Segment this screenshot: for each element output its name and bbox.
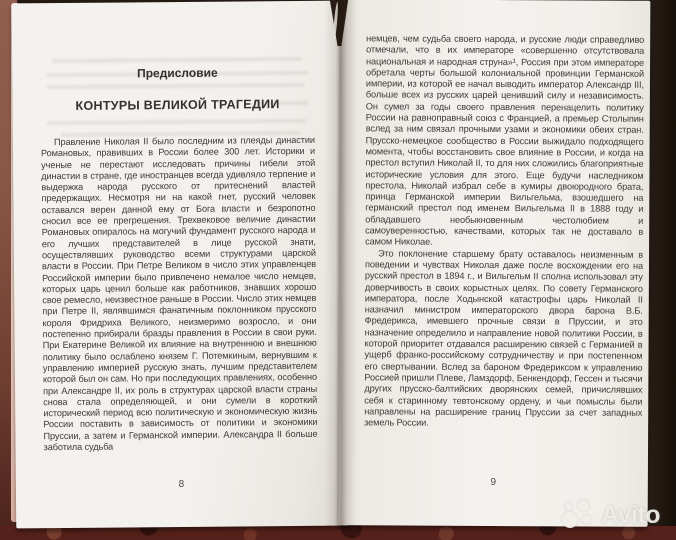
paragraph: Правление Николая II было последним из плеяды династии Романовых, правивших в России более 300 лет. Историки и ученые не перестают исследовать причины гибели этой династии в стране, где иностранцев всегда удивляло терпение и выдержка народа русского от притеснений властей предержащих. Несмотря ни на какой гнет, русский человек оставался верен данной ему от Бога власти и безропотно сносил все ее прегрешения. Трехвековое величие династии Романовых опиралось на могучий фундамент русского народа и его лучших представителей в лице русской знати, осуществлявших руководство всеми структурами царской власти в России. При Петре Великом в число этих управленцев Российской империи было привлечено немалое число немцев, которых царь ценил больше как работников, знавших хорошо свое ремесло, неизвестное раньше в России. Число этих немцев при Петре II, являвшимся фанатичным поклонником прусского короля Фридриха Великого, неизмеримо возросло, и они постепенно прибирали бразды правления в России в свои руки. При Екатерине Великой их влияние на внутреннюю и внешнюю политику было ослаблено князем Г. Потемкиным, вернувшим к управлению империей русскую знать, лучшим представителем которой был он сам. Но при последующих правлениях, особенно при Александре II, их роль в структурах царской власти страны снова стала определяющей, и они сумели в короткий исторический период всю политическую и экономическую жизнь России поставить в зависимость от политики и экономики Пруссии, а затем и Германской империи. Александра II больше заботила судьба bbox=[40, 134, 318, 453]
avito-watermark-label: Avito bbox=[601, 500, 661, 529]
paragraph: немцев, чем судьба своего народа, и русские люди справедливо отмечали, что в их императоре «совершенно отсутствовала национальная и народная струна»¹, Россия при этом императоре обретала черты большой колониальной провинции Германской империи, из которой ее начал выводить император Александр III, больше всех из русских царей ценивший силу и независимость. Он сумел за годы своего правления перенацелить политику России на равноправный союз с Францией, а премьер Столыпин вслед за ним связал прочными узами и экономики обеих стран. Прусско-немецкое сообщество в России выжидало подходящего момента, чтобы восстановить свое влияние в России, и когда на престол вступил Николай II, то для них сложились благоприятные исторические условия для этого. Еще будучи наследником престола, Николай избрал себе в кумиры двоюродного брата, принца Германской империи Вильгельма, взошедшего на германский престол под именем Вильгельма II в 1888 году и обладавшего необыкновенным честолюбием и самоуверенностью, качествами, которых так не доставало в самом Николае. bbox=[365, 33, 645, 248]
paragraph: Это поклонение старшему брату оставалось неизменным в поведении и чувствах Николая даже после восхождении его на русский престол в 1894 г., и Вильгельм II сполна использовал эту доверчивость в своих корыстных целях. По совету Германского императора, после Ходынской катастрофы царь Николай II назначил министром императорского двора барона В.Б. Фредерикса, имевшего прочные связи в Пруссии, и это назначение определило и направление новой политики России, в которой приоритет отдавался расширению связей с Германией в ущерб франко-российскому сотрудничеству и при постепенном его свертывании. Вслед за бароном Фредериксом к управлению Россией пришли Плеве, Ламздорф, Бенкендорф, Гессен и тысячи других прусско-балтийских дворянских семей, причислявших себя к старинному тевтонскому ордену, и чьи помыслы были направлены на расширение границ Пруссии за счет западных земель России. bbox=[364, 248, 644, 428]
show-through-text bbox=[46, 83, 304, 89]
show-through-text bbox=[52, 57, 302, 63]
right-page-text bbox=[364, 33, 644, 476]
backdrop-shadow bbox=[646, 0, 676, 526]
page-number-left: 8 bbox=[178, 478, 185, 491]
left-page-text bbox=[41, 135, 318, 477]
chapter-title: КОНТУРЫ ВЕЛИКОЙ ТРАГЕДИИ bbox=[75, 97, 280, 113]
chapter-label: Предисловие bbox=[137, 65, 218, 81]
left-page bbox=[12, 1, 348, 529]
page-number-right: 9 bbox=[490, 476, 497, 489]
right-page bbox=[339, 0, 651, 527]
show-through-text bbox=[47, 119, 307, 125]
